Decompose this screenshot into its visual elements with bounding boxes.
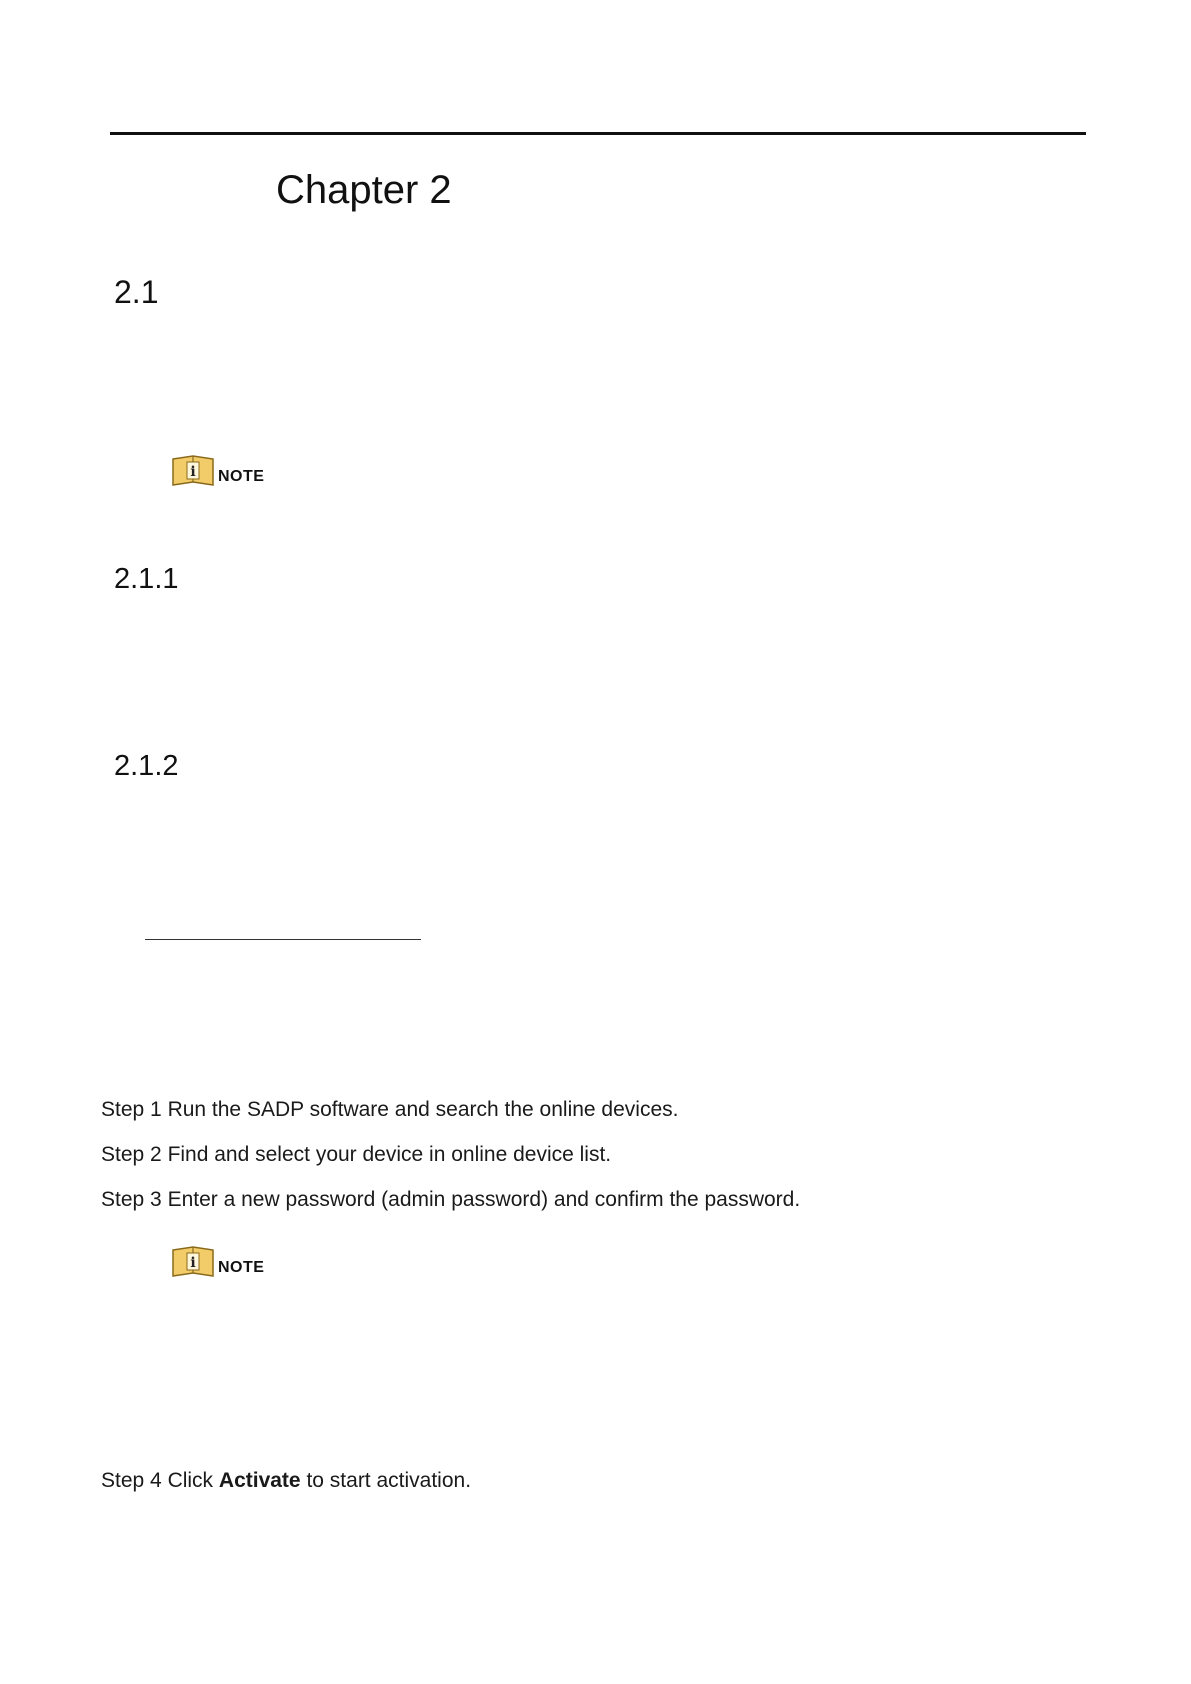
step-4: [101, 1468, 471, 1493]
step-prefix: Step 1: [101, 1098, 162, 1121]
step-text-after: to start activation.: [306, 1469, 472, 1492]
short-divider: [145, 939, 421, 940]
step-text: Find and select your device in online device list.: [167, 1143, 612, 1166]
step-text: Run the SADP software and search the online devices.: [167, 1098, 679, 1121]
note-callout-1: [171, 452, 264, 488]
step-2: [101, 1142, 611, 1167]
step-prefix: Step 2: [101, 1143, 162, 1166]
step-prefix: Step 4: [101, 1469, 162, 1492]
subsection-heading-1: 2.1.1: [114, 563, 179, 595]
chapter-title: Chapter 2: [276, 168, 452, 212]
note-callout-2: [171, 1243, 264, 1279]
info-book-icon: [171, 454, 215, 488]
top-rule: [110, 132, 1086, 135]
activate-term: Activate: [218, 1469, 301, 1492]
step-prefix: Step 3: [101, 1188, 162, 1211]
svg-text:i: i: [190, 1255, 196, 1271]
note-label: NOTE: [218, 468, 265, 485]
step-text-before: Click: [167, 1469, 214, 1492]
info-book-icon: [171, 1245, 215, 1279]
subsection-heading-2: 2.1.2: [114, 750, 179, 782]
step-3: [101, 1187, 800, 1212]
note-label: NOTE: [218, 1259, 265, 1276]
section-heading: 2.1: [114, 274, 159, 310]
svg-text:i: i: [190, 464, 196, 480]
step-1: [101, 1097, 678, 1122]
step-text: Enter a new password (admin password) and confirm the password.: [167, 1188, 801, 1211]
